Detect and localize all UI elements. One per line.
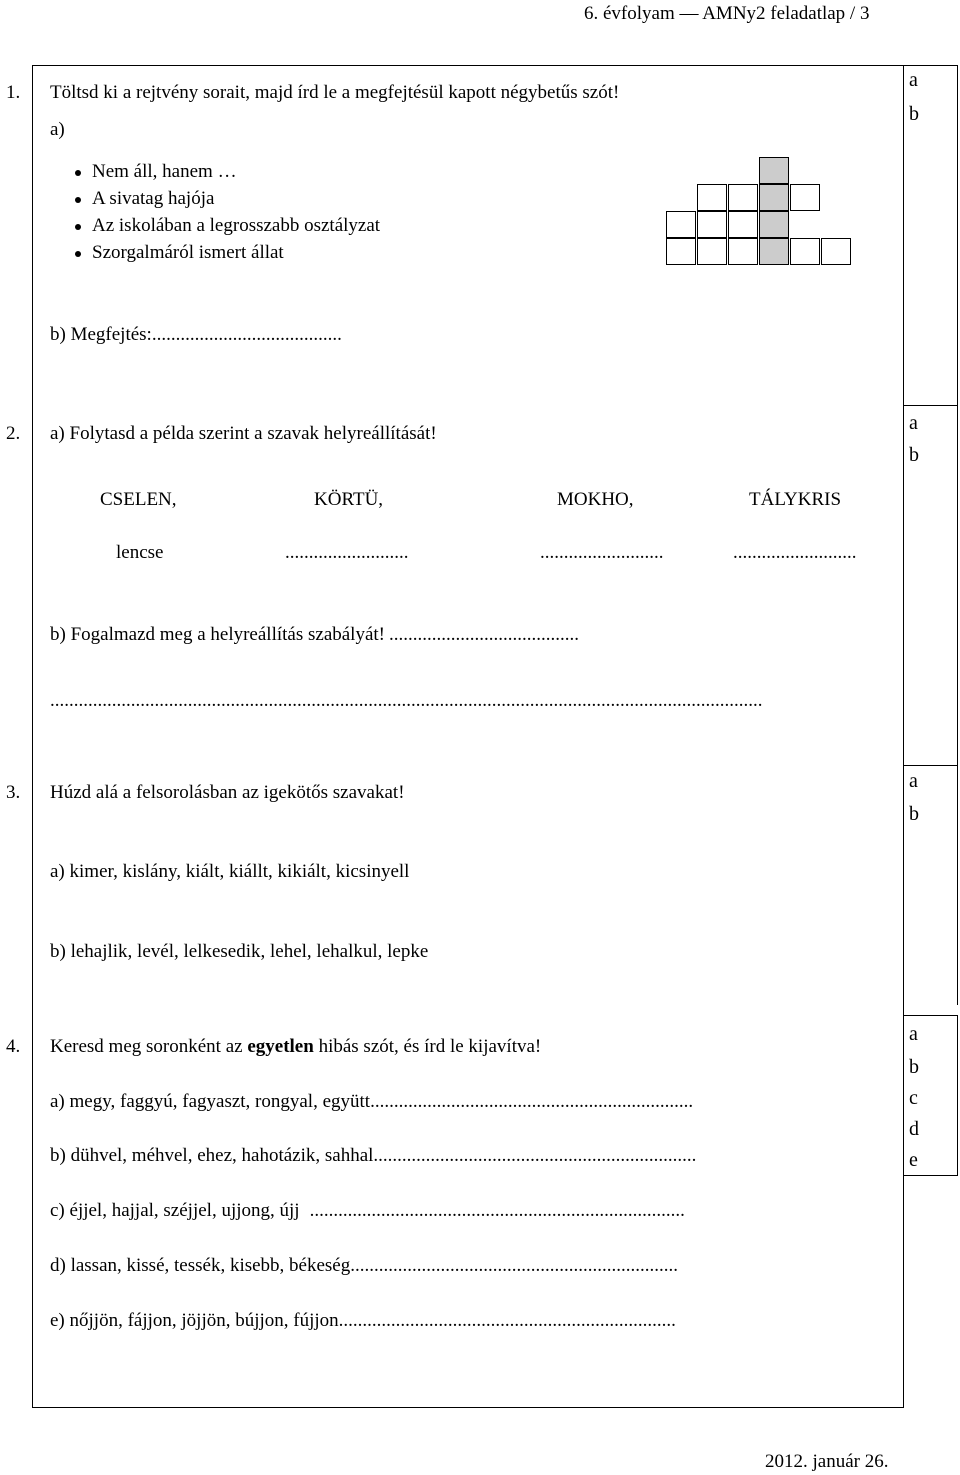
task4-line-b [50,1146,696,1165]
bullet-icon [75,197,81,203]
score-box-right-4 [957,1015,958,1175]
scrambled-word-4: TÁLYKRIS [749,489,842,510]
section-divider-1 [903,405,958,406]
section-divider-2 [903,765,958,766]
grid-cell[interactable] [728,184,758,211]
clue-1: Nem áll, hanem … [92,161,237,182]
task4-score-c: c [909,1087,918,1109]
frame-right [957,65,958,1005]
task3-line-a: a) kimer, kislány, kiált, kiállt, kikiált, kicsinyell [50,861,410,882]
word-list: e) nőjjön, fájjon, jöjjön, bújjon, fújjon [50,1310,339,1331]
correction-line[interactable]: ..................................................................... [350,1255,678,1276]
grid-cell[interactable] [666,211,696,238]
task1-score-b: b [909,103,919,125]
grid-cell[interactable] [697,184,727,211]
grid-cell-solution[interactable] [759,238,789,265]
example-answer: lencse [116,542,164,563]
correction-line[interactable]: .................................................................... [370,1091,694,1112]
task1-solution-label [50,325,342,344]
answer-blank-4[interactable]: .......................... [733,542,857,563]
clue-4: Szorgalmáról ismert állat [92,242,284,263]
word-list: b) dühvel, méhvel, ehez, hahotázik, sahhal [50,1145,374,1166]
task2-prompt: a) Folytasd a példa szerint a szavak helyreállítását! [50,423,437,444]
correction-line[interactable]: ............................................................................... [309,1200,685,1221]
task3-score-a: a [909,770,918,792]
correction-line[interactable]: .................................................................... [373,1145,697,1166]
score-column-divider [903,65,904,1407]
task4-line-d [50,1256,678,1275]
page-header: 6. évfolyam — AMNy2 feladatlap / 3 [584,3,870,24]
task4-score-e: e [909,1149,918,1171]
rule-answer-line[interactable]: ........................................ [389,624,580,645]
task4-line-a [50,1092,693,1111]
grid-cell[interactable] [697,211,727,238]
answer-blank-3[interactable]: .......................... [540,542,664,563]
task4-line-e [50,1311,676,1330]
grid-cell[interactable] [821,238,851,265]
task1-part-a: a) [50,119,65,140]
word-list: a) megy, faggyú, fagyaszt, rongyal, együtt [50,1091,371,1112]
task4-prompt [50,1037,541,1056]
word-list: c) éjjel, hajjal, széjjel, ujjong, újj [50,1200,300,1221]
task1-score-a: a [909,69,918,91]
task4-prompt-post: hibás szót, és írd le kijavítva! [313,1036,542,1057]
task4-score-a: a [909,1023,918,1045]
footer-date: 2012. január 26. [765,1451,889,1472]
grid-cell[interactable] [666,238,696,265]
grid-cell-solution[interactable] [759,184,789,211]
bullet-icon [75,251,81,257]
frame-left [32,65,33,1407]
solution-answer-line[interactable]: ........................................ [151,324,342,345]
task3-line-b: b) lehajlik, levél, lelkesedik, lehel, lehalkul, lepke [50,941,429,962]
task4-score-d: d [909,1118,919,1140]
solution-label: b) Megfejtés: [50,324,152,345]
task1-number: 1. [6,82,21,103]
bullet-icon [75,224,81,230]
clue-3: Az iskolában a legrosszabb osztályzat [92,215,381,236]
grid-cell[interactable] [790,238,820,265]
section-divider-3 [903,1015,958,1016]
word-list: d) lassan, kissé, tessék, kisebb, békeség [50,1255,351,1276]
task2-part-b [50,625,579,644]
bullet-icon [75,170,81,176]
scrambled-word-1: CSELEN, [100,489,177,510]
grid-cell[interactable] [728,238,758,265]
task2-score-b: b [909,444,919,466]
task4-score-b: b [909,1056,919,1078]
task2-score-a: a [909,412,918,434]
scrambled-word-2: KÖRTÜ, [314,489,384,510]
frame-bottom [32,1407,904,1408]
task3-number: 3. [6,782,21,803]
grid-cell-solution[interactable] [759,211,789,238]
scrambled-word-3: MOKHO, [557,489,634,510]
frame-top [32,65,958,66]
score-box-bottom-4 [903,1175,958,1176]
grid-cell-solution[interactable] [759,157,789,184]
answer-blank-2[interactable]: .......................... [285,542,409,563]
correction-line[interactable]: ....................................................................... [338,1310,676,1331]
grid-cell[interactable] [790,184,820,211]
task4-number: 4. [6,1036,21,1057]
task2-number: 2. [6,423,21,444]
task4-line-c [50,1201,685,1220]
task3-score-b: b [909,803,919,825]
grid-cell[interactable] [728,211,758,238]
grid-cell[interactable] [697,238,727,265]
clue-2: A sivatag hajója [92,188,215,209]
rule-prompt: b) Fogalmazd meg a helyreállítás szabályát! [50,624,386,645]
task4-prompt-emphasis: egyetlen [247,1036,314,1057]
task3-prompt: Húzd alá a felsorolásban az igekötős szavakat! [50,782,405,803]
rule-answer-line-2[interactable]: ...................................................................................................................................................... [50,691,763,710]
task4-prompt-pre: Keresd meg soronként az [50,1036,248,1057]
task1-prompt: Töltsd ki a rejtvény sorait, majd írd le a megfejtésül kapott négybetűs szót! [50,82,620,103]
